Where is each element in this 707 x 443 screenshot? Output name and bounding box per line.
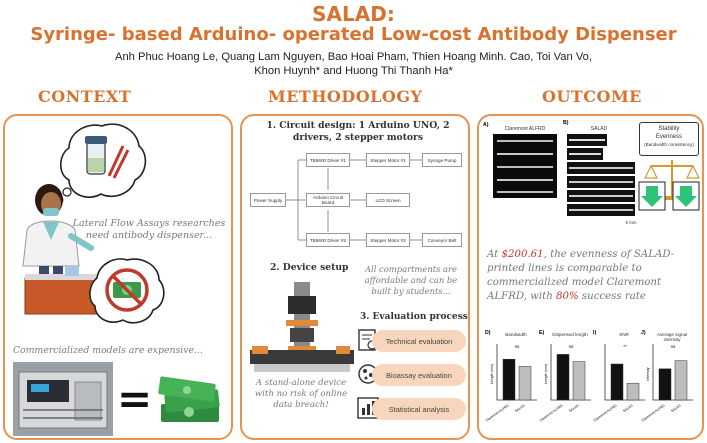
salad-lines-image (567, 134, 637, 220)
commercial-text: Commercialized models are expensive... (13, 345, 203, 356)
minichart-significance: ns (670, 344, 676, 349)
minichart-significance: ns (514, 344, 520, 349)
node-driver-2: TB6600 Driver #2 (306, 233, 350, 247)
minichart-plot (592, 340, 647, 428)
device-setup-title: 2. Device setup (270, 262, 349, 273)
minichart-bar (519, 366, 531, 400)
minichart-bar (611, 364, 623, 400)
bandwidth-consistency-label: (Bandwidth consistency) (644, 142, 694, 147)
lfa-text: Lateral Flow Assays researches need antibody dispenser... (72, 218, 226, 241)
title-line-1: SALAD: (312, 2, 395, 26)
authors-line-2: Khon Huynh* and Huong Thi Thanh Ha* (254, 65, 453, 77)
minichart-plot (640, 340, 695, 428)
minichart-significance: ** (623, 344, 627, 349)
minichart-bar-label: SALAD (670, 403, 682, 414)
minichart-title: Dispensed length (552, 332, 588, 337)
summary-price: $200.61 (501, 249, 544, 260)
standalone-text: A stand-alone device with no risk of online data breach! (254, 378, 348, 410)
pill-bioassay-evaluation: Bioassay evaluation (372, 364, 466, 386)
panel-a-label: A) (483, 122, 489, 128)
node-lcd: LCD Screen (366, 193, 410, 207)
scale-bar-label: 5 mm (625, 220, 637, 225)
outcome-summary (487, 248, 699, 304)
panel-b-title: SALAD (590, 126, 608, 132)
methodology-panel (240, 114, 470, 440)
device-photo (248, 276, 356, 380)
arrow-down-icons (637, 180, 701, 214)
minichart-label: E) (539, 330, 545, 336)
thought-bubble-no-money (87, 256, 167, 326)
section-context: CONTEXT (38, 87, 132, 106)
summary-rate: 80% (556, 291, 579, 302)
summary-mid: , the evenness of SALAD-printed lines is comparable to commercialized model Claremont ALFRD, with (487, 249, 675, 302)
minichart-bar (557, 354, 569, 400)
node-arduino: Arduino Circuit Board (306, 193, 350, 207)
commercial-device-photo (13, 362, 113, 436)
affordable-text: All compartments are affordable and can be built by students... (364, 264, 458, 296)
minichart-bar (659, 369, 671, 400)
node-motor-1: Stepper Motor #1 (366, 153, 410, 167)
minichart-ylabel: Intensity (646, 367, 650, 381)
section-outcome: OUTCOME (542, 87, 642, 106)
authors (40, 50, 667, 78)
pill-technical-evaluation: Technical evaluation (372, 330, 466, 352)
section-methodology: METHODOLOGY (268, 87, 423, 106)
minichart-bar (675, 361, 687, 400)
minichart-title: Bandwidth (505, 332, 527, 337)
minichart-plot (538, 340, 593, 428)
summary-suffix: success rate (578, 291, 646, 302)
equals-sign: = (117, 374, 153, 423)
minichart-significance: ns (568, 344, 574, 349)
outcome-panel (477, 114, 704, 440)
pill-statistical-analysis: Statistical analysis (372, 398, 466, 420)
stability-label: Stability (658, 126, 680, 132)
minichart-bar (503, 359, 515, 400)
node-syringe-pump: Syringe Pump (422, 153, 462, 167)
authors-line-1: Anh Phuc Hoang Le, Quang Lam Nguyen, Bao Hoai Pham, Thien Hoang Minh. Cao, Toi Van Vo, (114, 51, 592, 63)
circuit-design-title: 1. Circuit design: 1 Arduino UNO, 2 drivers, 2 stepper motors (266, 120, 450, 143)
node-conveyor: Conveyor Belt (422, 233, 462, 247)
money-stack-icon (157, 374, 223, 426)
context-panel (3, 114, 233, 440)
minichart-label: I) (593, 330, 597, 336)
minichart-ylabel: Length (mm) (544, 363, 548, 385)
minichart-bar-label: SALAD (622, 403, 634, 414)
node-driver-1: TB6600 Driver #1 (306, 153, 350, 167)
minichart-label: D) (485, 330, 491, 336)
node-motor-2: Stepper Motor #2 (366, 233, 410, 247)
minichart-bar-label: Claremont ALFRD (640, 403, 666, 423)
summary-prefix: At (487, 249, 502, 260)
minichart-bar-label: SALAD (568, 403, 580, 414)
minichart-label: J) (641, 330, 646, 336)
minichart-bar-label: Claremont ALFRD (484, 403, 510, 423)
minichart-bar-label: SALAD (514, 403, 526, 414)
minichart-title: Average signal intensity (656, 332, 688, 342)
evaluation-title: 3. Evaluation process (360, 312, 468, 322)
minichart-plot (484, 340, 539, 428)
evenness-label: Evenness (655, 134, 683, 140)
minichart-bar-label: Claremont ALFRD (538, 403, 564, 423)
title-line-2: Syringe- based Arduino- operated Low-cost Antibody Dispenser (30, 24, 677, 45)
minichart-ylabel: Length (mm) (490, 363, 494, 385)
node-power-supply: Power Supply (250, 193, 286, 207)
minichart-bar (627, 383, 639, 400)
panel-b-label: B) (563, 120, 569, 126)
minichart-bar-label: Claremont ALFRD (592, 403, 618, 423)
minichart-title: SNR (619, 332, 629, 337)
panel-a-title: Claremont ALFRD (504, 126, 546, 132)
claremont-lines-image (493, 134, 557, 198)
minichart-bar (573, 362, 585, 400)
